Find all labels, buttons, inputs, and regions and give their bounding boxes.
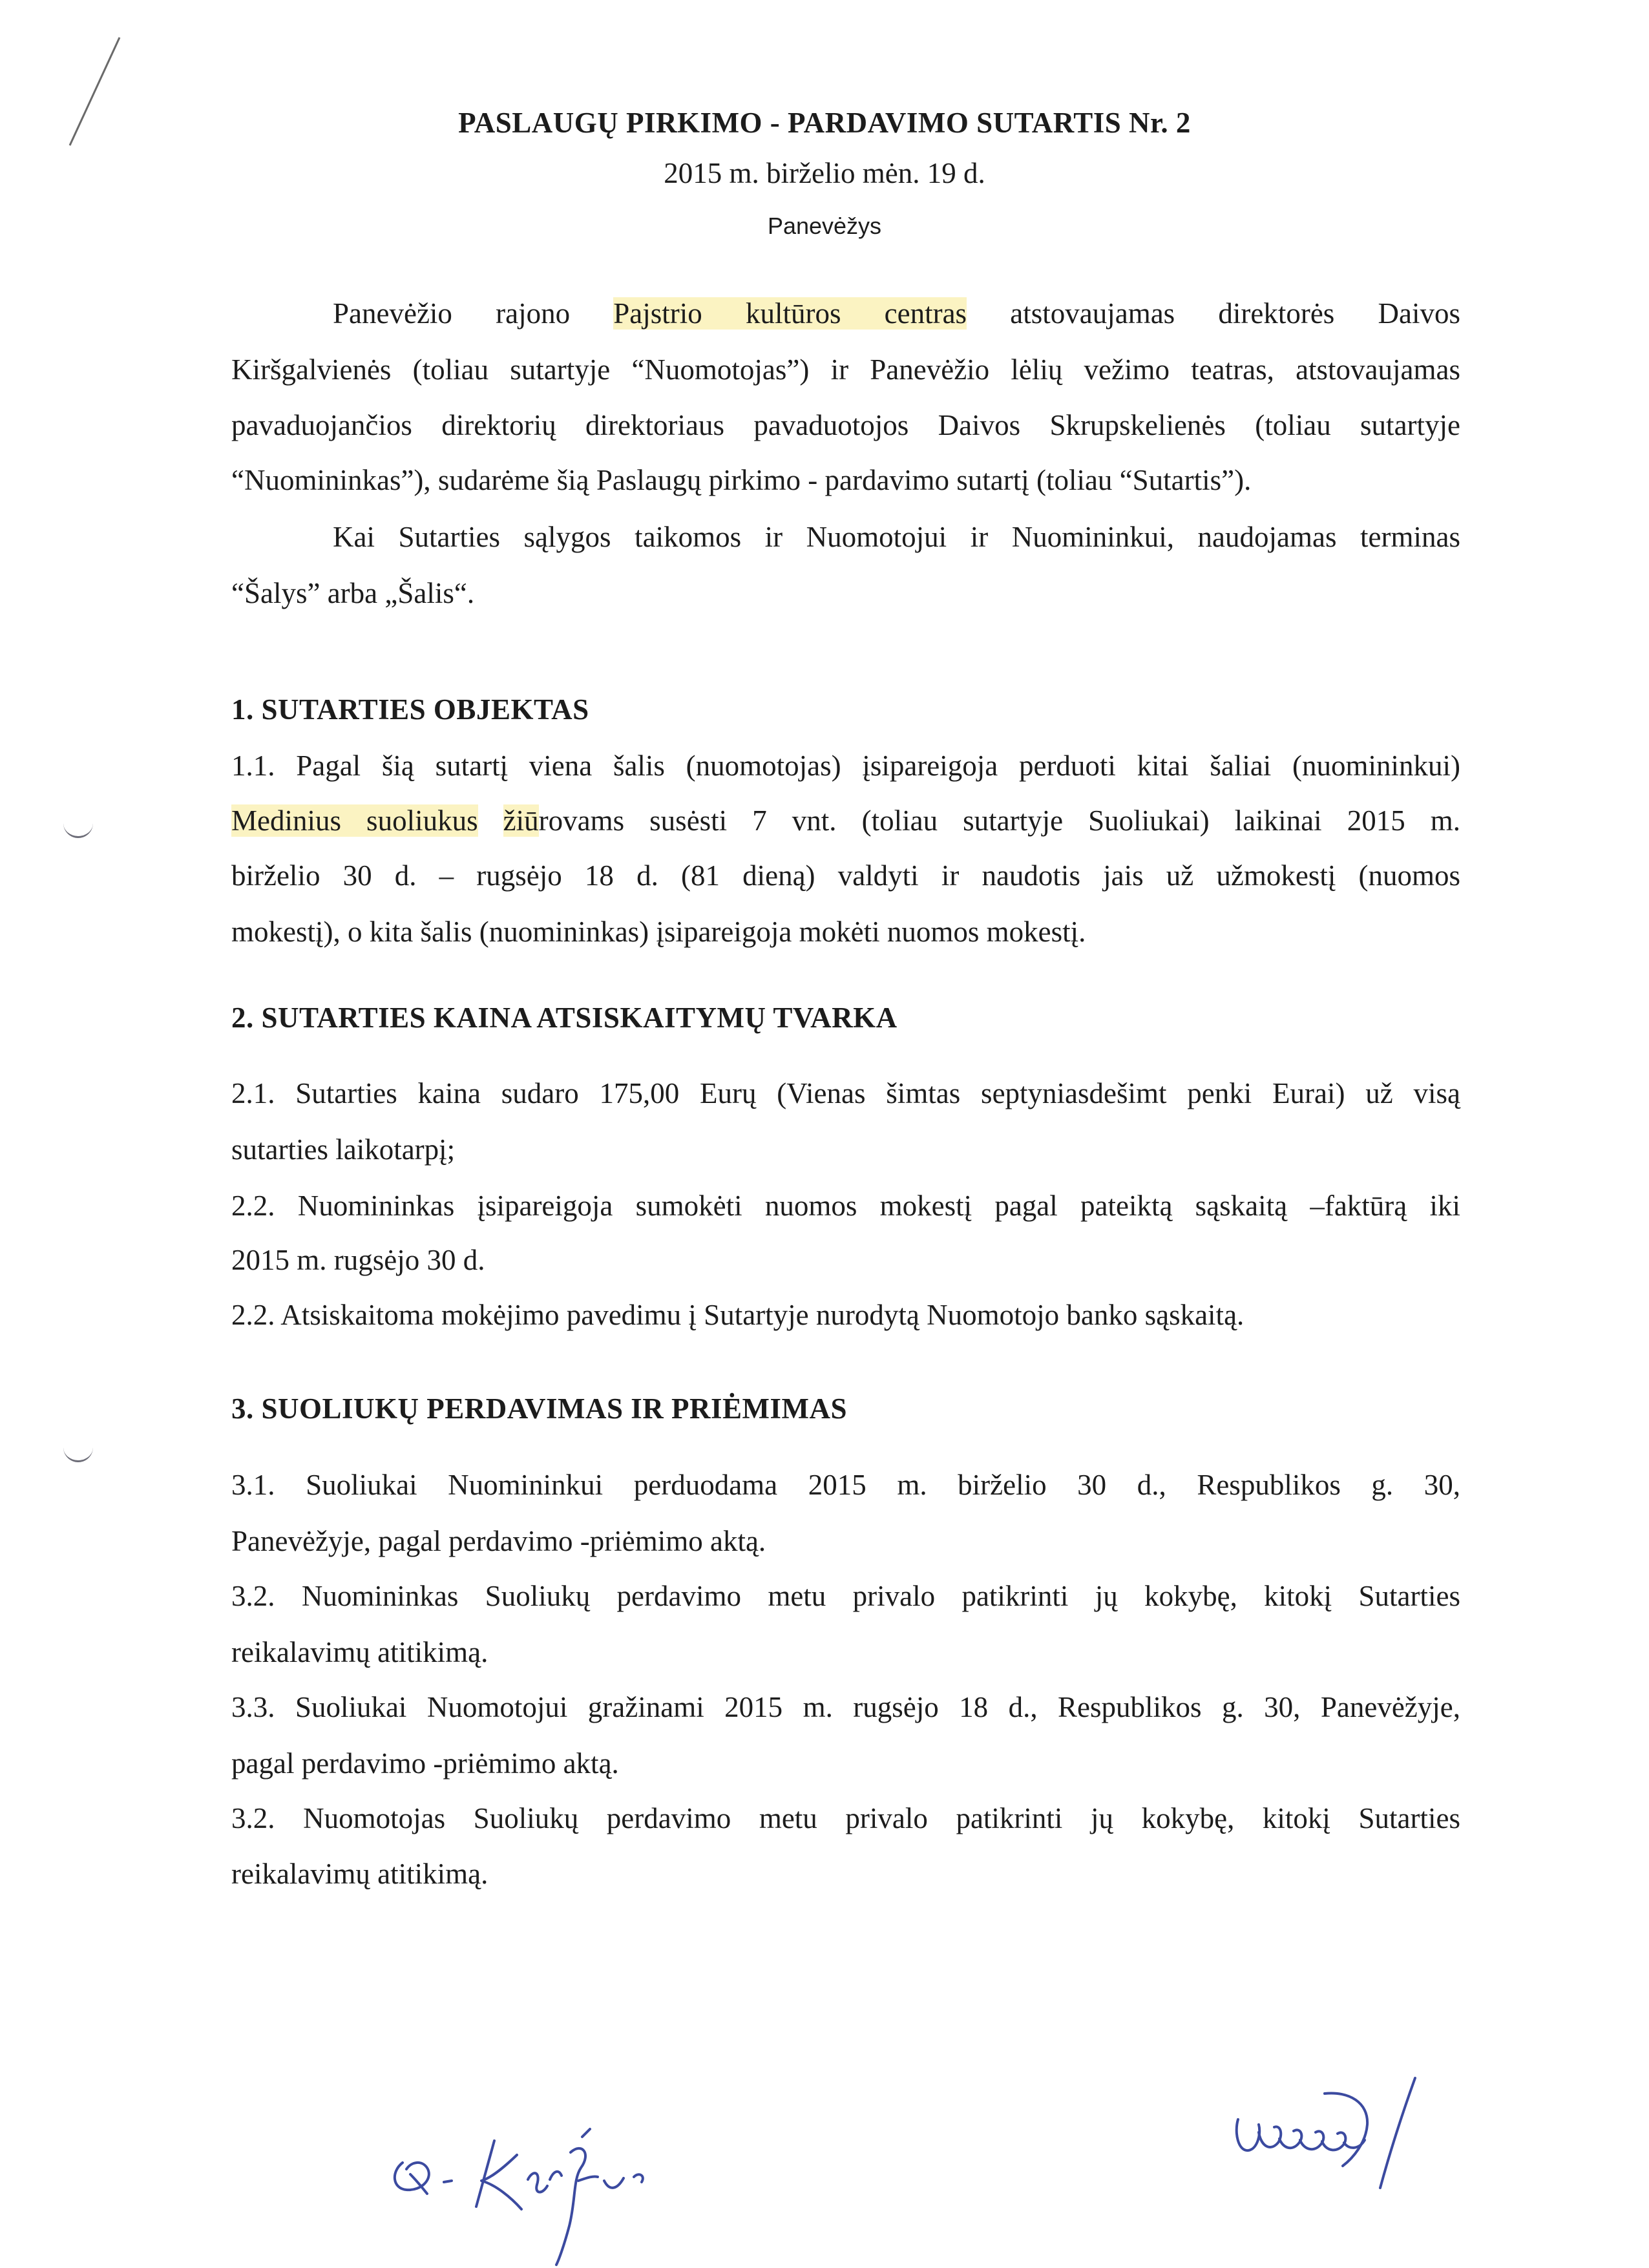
signature-left: [384, 2110, 695, 2268]
intro-line-6: “Šalys” arba „Šalis“.: [231, 577, 475, 609]
section-1-line-2-rest: rovams susėsti 7 vnt. (toliau sutartyje Suoliukai) laikinai 2015 m.: [538, 804, 1460, 837]
section-2-line-1: 2.1. Sutarties kaina sudaro 175,00 Eurų (Vienas šimtas septyniasdešimt penki Eurai) už visą: [231, 1077, 1460, 1109]
intro-line-2: Kiršgalvienės (toliau sutartyje “Nuomotojas”) ir Panevėžio lėlių vežimo teatras, atstovaujamas: [231, 353, 1460, 386]
highlight-benches: Medinius suoliukus: [231, 804, 478, 837]
punch-hole-upper: [63, 821, 93, 838]
intro-line-1: [333, 294, 1460, 333]
section-1-space: [478, 804, 503, 837]
signature-right: [1221, 2055, 1441, 2194]
document-title: PASLAUGŲ PIRKIMO - PARDAVIMO SUTARTIS Nr. 2: [458, 107, 1191, 139]
section-2-line-2: sutarties laikotarpį;: [231, 1133, 456, 1166]
section-3-line-1: 3.1. Suoliukai Nuomininkui perduodama 2015 m. birželio 30 d., Respublikos g. 30,: [231, 1469, 1460, 1501]
section-1-line-3: birželio 30 d. – rugsėjo 18 d. (81 dieną) valdyti ir naudotis jais už užmokestį (nuomos: [231, 859, 1460, 892]
section-1-line-1: 1.1. Pagal šią sutartį viena šalis (nuomotojas) įsipareigoja perduoti kitai šaliai (nuomininkui): [231, 750, 1460, 782]
document-place: Panevėžys: [767, 213, 882, 239]
section-3-line-8: reikalavimų atitikimą.: [231, 1858, 488, 1890]
intro-line-5: Kai Sutarties sąlygos taikomos ir Nuomotojui ir Nuomininkui, naudojamas terminas: [333, 521, 1460, 553]
intro-text-a: Panevėžio rajono: [333, 297, 614, 330]
document-date: 2015 m. birželio mėn. 19 d.: [664, 157, 985, 189]
section-3-line-5: 3.3. Suoliukai Nuomotojui gražinami 2015 m. rugsėjo 18 d., Respublikos g. 30, Panevėžyje,: [231, 1691, 1460, 1723]
section-1-line-4: mokestį), o kita šalis (nuomininkas) įsipareigoja mokėti nuomos mokestį.: [231, 916, 1086, 948]
intro-line-4: “Nuomininkas”), sudarėme šią Paslaugų pirkimo - pardavimo sutartį (toliau “Sutartis”).: [231, 464, 1252, 496]
section-3-line-4: reikalavimų atitikimą.: [231, 1636, 488, 1668]
highlight-viewers: žiū: [503, 804, 539, 837]
intro-line-3: pavaduojančios direktorių direktoriaus pavaduotojos Daivos Skrupskelienės (toliau sutartyje: [231, 409, 1460, 441]
highlight-centre-name: Pajstrio kultūros centras: [613, 297, 967, 330]
section-2-line-4: 2015 m. rugsėjo 30 d.: [231, 1244, 485, 1276]
section-3-heading: 3. SUOLIUKŲ PERDAVIMAS IR PRIĖMIMAS: [231, 1392, 848, 1425]
section-3-line-7: 3.2. Nuomotojas Suoliukų perdavimo metu privalo patikrinti jų kokybę, kitokį Sutarties: [231, 1802, 1460, 1834]
intro-text-b: atstovaujamas direktorės Daivos: [967, 297, 1460, 330]
section-2-heading: 2. SUTARTIES KAINA ATSISKAITYMŲ TVARKA: [231, 1002, 898, 1034]
punch-hole-lower: [63, 1445, 93, 1462]
section-1-heading: 1. SUTARTIES OBJEKTAS: [231, 693, 589, 726]
section-2-line-5: 2.2. Atsiskaitoma mokėjimo pavedimu į Sutartyje nurodytą Nuomotojo banko sąskaitą.: [231, 1299, 1245, 1331]
section-1-line-2: [231, 801, 1460, 840]
section-3-line-2: Panevėžyje, pagal perdavimo -priėmimo aktą.: [231, 1525, 766, 1557]
section-2-line-3: 2.2. Nuomininkas įsipareigoja sumokėti nuomos mokestį pagal pateiktą sąskaitą –faktūrą iki: [231, 1190, 1460, 1222]
section-3-line-6: pagal perdavimo -priėmimo aktą.: [231, 1747, 619, 1780]
section-3-line-3: 3.2. Nuomininkas Suoliukų perdavimo metu privalo patikrinti jų kokybę, kitokį Sutarties: [231, 1580, 1460, 1612]
